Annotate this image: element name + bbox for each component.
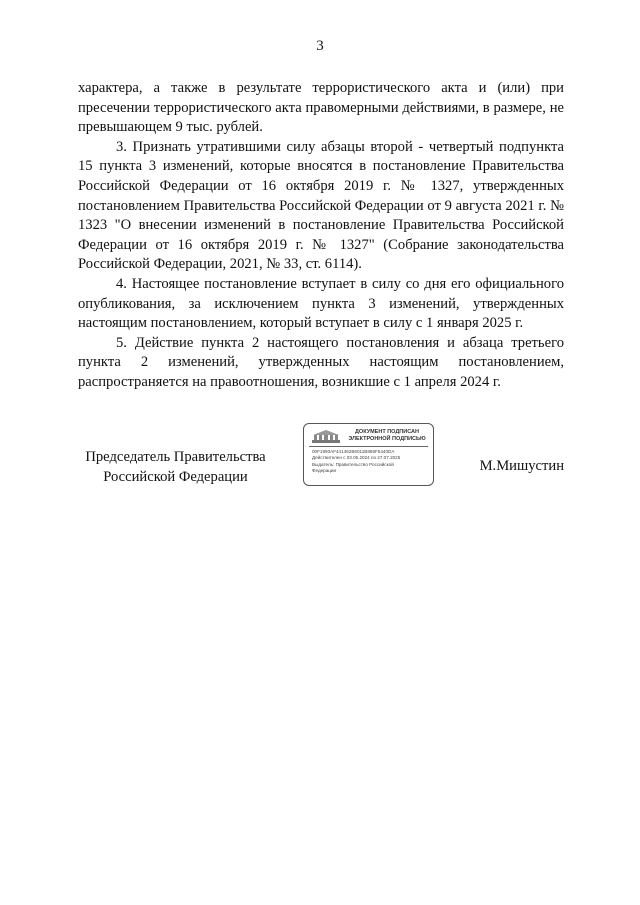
paragraph-item-5: 5. Действие пункта 2 настоящего постановления и абзаца третьего пункта 2 изменений, утвержденных настоящим постановлением, распространяется на правоотношения, возникшие с 1 апреля 2024 г. [78, 334, 564, 390]
signatory-title [78, 448, 273, 487]
document-body [78, 79, 564, 393]
signer-name: М.Мишустин [479, 458, 564, 474]
page-number: 3 [316, 38, 324, 54]
stamp-details [312, 449, 432, 475]
certificate-validity: Действителен с 03.05.2024 по 27.07.2025 [312, 455, 401, 461]
paragraph: характера, а также в результате террористического акта и (или) при пресечении террористического акта правомерными действиями, в размере, не превышающем 9 тыс. рублей. [78, 80, 564, 136]
electronic-signature-stamp [303, 423, 434, 486]
signatory-title-line: Председатель Правительства [85, 449, 266, 465]
emblem-icon [311, 429, 341, 445]
signatory-title-line: Российской Федерации [103, 468, 248, 485]
certificate-issuer-cont: Федерации [312, 468, 337, 474]
stamp-heading-line: ДОКУМЕНТ ПОДПИСАН [355, 429, 419, 435]
certificate-serial: 00F1990AF441462B6011B886F5440DA [312, 449, 395, 454]
stamp-heading [342, 429, 432, 443]
stamp-divider [309, 446, 428, 447]
stamp-heading-line: ЭЛЕКТРОННОЙ ПОДПИСЬЮ [348, 436, 426, 442]
certificate-issuer: Выдатель: Правительство Российской [312, 461, 394, 467]
paragraph-item-4: 4. Настоящее постановление вступает в силу со дня его официального опубликования, за исключением пункта 3 изменений, утвержденных настоящим постановлением, который вступает в силу с 1 января 2025 г. [78, 275, 564, 332]
paragraph-item-3: 3. Признать утратившими силу абзацы второй - четвертый подпункта 15 пункта 3 изменений, которые вносятся в постановление Правительства Российской Федерации от 16 октября 2019 г. № 1327, утвержденных постановлением Правительства Российской Федерации от 9 августа 2021 г. № 1323 "О внесении изменений в постановление Правительства Российской Федерации от 16 октября 2019 г. № 1327" (Собрание законодательства Российской Федерации, 2021, № 33, ст. 6114). [78, 138, 564, 273]
